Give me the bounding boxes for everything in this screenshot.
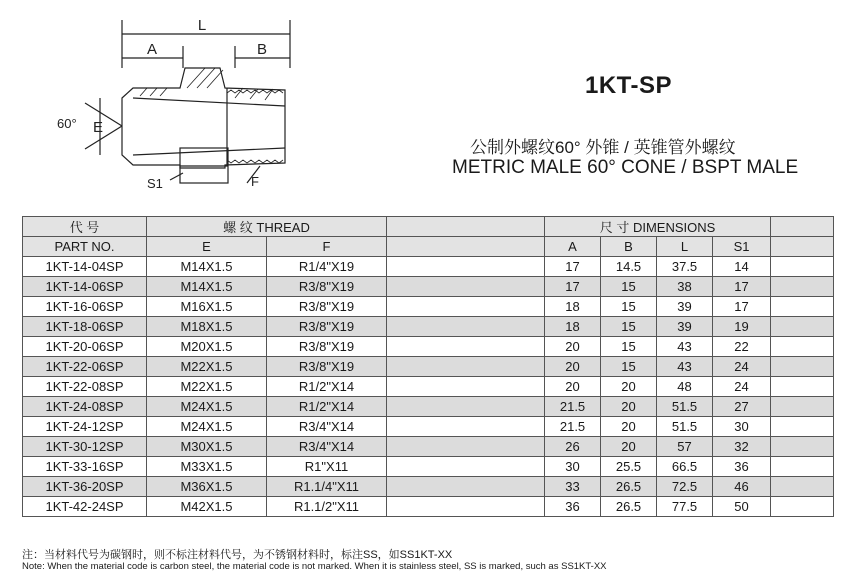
cell-f: R1"X11 bbox=[267, 457, 387, 477]
table-row bbox=[23, 397, 834, 417]
col-L-header: L bbox=[657, 237, 713, 257]
cell-l: 43 bbox=[657, 357, 713, 377]
cell-e: M22X1.5 bbox=[147, 377, 267, 397]
dim-A-label: A bbox=[146, 41, 158, 58]
product-title: 1KT-SP bbox=[585, 72, 673, 99]
blank-cell bbox=[387, 417, 545, 437]
note-chinese: 注：当材料代号为碳钢时，则不标注材料代号，为不锈钢材料时，标注SS，如SS1KT-XX bbox=[22, 549, 453, 561]
thread-header: 螺 纹 THREAD bbox=[147, 217, 387, 237]
cell-s1: 19 bbox=[713, 317, 771, 337]
cell-f: R3/8"X19 bbox=[267, 337, 387, 357]
blank-cell bbox=[387, 277, 545, 297]
cell-f: R1/2"X14 bbox=[267, 397, 387, 417]
cell-f: R3/8"X19 bbox=[267, 357, 387, 377]
cell-s1: 27 bbox=[713, 397, 771, 417]
cell-l: 39 bbox=[657, 297, 713, 317]
cell-a: 20 bbox=[545, 357, 601, 377]
cell-s1: 50 bbox=[713, 497, 771, 517]
cell-s1: 14 bbox=[713, 257, 771, 277]
col-E-header: E bbox=[147, 237, 267, 257]
cell-s1: 46 bbox=[713, 477, 771, 497]
cell-part: 1KT-30-12SP bbox=[23, 437, 147, 457]
blank-cell bbox=[771, 377, 834, 397]
cell-a: 18 bbox=[545, 317, 601, 337]
cell-l: 51.5 bbox=[657, 397, 713, 417]
blank-cell bbox=[387, 397, 545, 417]
cell-f: R3/8"X19 bbox=[267, 297, 387, 317]
dims-header: 尺 寸 DIMENSIONS bbox=[545, 217, 771, 237]
cell-e: M30X1.5 bbox=[147, 437, 267, 457]
part-header-en: PART NO. bbox=[23, 237, 147, 257]
cell-l: 48 bbox=[657, 377, 713, 397]
cell-a: 21.5 bbox=[545, 417, 601, 437]
cell-s1: 36 bbox=[713, 457, 771, 477]
blank-cell bbox=[387, 257, 545, 277]
cell-b: 15 bbox=[601, 357, 657, 377]
cell-a: 18 bbox=[545, 297, 601, 317]
cell-f: R1.1/4"X11 bbox=[267, 477, 387, 497]
dim-S1-label: S1 bbox=[147, 176, 163, 191]
cell-f: R1/4"X19 bbox=[267, 257, 387, 277]
header-row-1 bbox=[23, 217, 834, 237]
table-row bbox=[23, 317, 834, 337]
cell-f: R3/4"X14 bbox=[267, 437, 387, 457]
table-row bbox=[23, 457, 834, 477]
cell-f: R3/8"X19 bbox=[267, 277, 387, 297]
table-row bbox=[23, 337, 834, 357]
dim-F-label: F bbox=[251, 174, 259, 189]
table-row bbox=[23, 297, 834, 317]
blank-cell bbox=[387, 317, 545, 337]
cell-l: 72.5 bbox=[657, 477, 713, 497]
blank-header bbox=[387, 237, 545, 257]
cell-b: 15 bbox=[601, 337, 657, 357]
cell-b: 20 bbox=[601, 377, 657, 397]
blank-cell bbox=[771, 457, 834, 477]
cell-f: R3/8"X19 bbox=[267, 317, 387, 337]
col-B-header: B bbox=[601, 237, 657, 257]
dim-L-label: L bbox=[197, 17, 207, 34]
cell-l: 77.5 bbox=[657, 497, 713, 517]
cell-b: 20 bbox=[601, 397, 657, 417]
angle-label: 60° bbox=[57, 116, 77, 131]
cell-e: M36X1.5 bbox=[147, 477, 267, 497]
cell-e: M22X1.5 bbox=[147, 357, 267, 377]
blank-cell bbox=[771, 337, 834, 357]
cell-f: R1.1/2"X11 bbox=[267, 497, 387, 517]
fitting-drawing bbox=[55, 8, 315, 203]
table-row bbox=[23, 377, 834, 397]
cell-e: M20X1.5 bbox=[147, 337, 267, 357]
cell-part: 1KT-36-20SP bbox=[23, 477, 147, 497]
blank-cell bbox=[771, 317, 834, 337]
col-A-header: A bbox=[545, 237, 601, 257]
blank-cell bbox=[771, 477, 834, 497]
cell-l: 43 bbox=[657, 337, 713, 357]
dim-E-label: E bbox=[93, 119, 104, 136]
cell-l: 66.5 bbox=[657, 457, 713, 477]
blank-cell bbox=[387, 297, 545, 317]
cell-part: 1KT-22-06SP bbox=[23, 357, 147, 377]
cell-part: 1KT-42-24SP bbox=[23, 497, 147, 517]
cell-e: M33X1.5 bbox=[147, 457, 267, 477]
cell-part: 1KT-14-06SP bbox=[23, 277, 147, 297]
blank-cell bbox=[387, 357, 545, 377]
cell-part: 1KT-16-06SP bbox=[23, 297, 147, 317]
cell-part: 1KT-24-12SP bbox=[23, 417, 147, 437]
cell-s1: 22 bbox=[713, 337, 771, 357]
cell-f: R3/4"X14 bbox=[267, 417, 387, 437]
cell-b: 15 bbox=[601, 317, 657, 337]
cell-b: 14.5 bbox=[601, 257, 657, 277]
blank-cell bbox=[387, 337, 545, 357]
blank-cell bbox=[387, 477, 545, 497]
blank-cell bbox=[771, 397, 834, 417]
blank-cell bbox=[771, 277, 834, 297]
cell-e: M24X1.5 bbox=[147, 417, 267, 437]
blank-cell bbox=[771, 417, 834, 437]
blank-header bbox=[387, 217, 545, 237]
cell-e: M16X1.5 bbox=[147, 297, 267, 317]
cell-a: 26 bbox=[545, 437, 601, 457]
cell-e: M24X1.5 bbox=[147, 397, 267, 417]
cell-a: 20 bbox=[545, 337, 601, 357]
cell-b: 25.5 bbox=[601, 457, 657, 477]
cell-b: 15 bbox=[601, 297, 657, 317]
cell-l: 57 bbox=[657, 437, 713, 457]
cell-s1: 32 bbox=[713, 437, 771, 457]
header-row-2 bbox=[23, 237, 834, 257]
cell-e: M18X1.5 bbox=[147, 317, 267, 337]
table-row bbox=[23, 497, 834, 517]
cell-a: 36 bbox=[545, 497, 601, 517]
col-S1-header: S1 bbox=[713, 237, 771, 257]
dim-B-label: B bbox=[256, 41, 268, 58]
cell-part: 1KT-22-08SP bbox=[23, 377, 147, 397]
cell-l: 38 bbox=[657, 277, 713, 297]
table-row bbox=[23, 417, 834, 437]
blank-cell bbox=[771, 497, 834, 517]
cell-l: 37.5 bbox=[657, 257, 713, 277]
cell-e: M42X1.5 bbox=[147, 497, 267, 517]
subtitle-chinese: 公制外螺纹60° 外锥 / 英锥管外螺纹 bbox=[470, 138, 736, 157]
cell-s1: 17 bbox=[713, 297, 771, 317]
part-header-cn: 代 号 bbox=[23, 217, 147, 237]
cell-b: 20 bbox=[601, 437, 657, 457]
blank-header bbox=[771, 217, 834, 237]
table-row bbox=[23, 257, 834, 277]
table-row bbox=[23, 437, 834, 457]
table-row bbox=[23, 277, 834, 297]
cell-a: 21.5 bbox=[545, 397, 601, 417]
cell-part: 1KT-24-08SP bbox=[23, 397, 147, 417]
cell-a: 20 bbox=[545, 377, 601, 397]
cell-e: M14X1.5 bbox=[147, 277, 267, 297]
cell-e: M14X1.5 bbox=[147, 257, 267, 277]
blank-cell bbox=[387, 437, 545, 457]
spec-table bbox=[22, 216, 834, 517]
blank-cell bbox=[387, 497, 545, 517]
cell-a: 33 bbox=[545, 477, 601, 497]
blank-cell bbox=[387, 377, 545, 397]
table-row bbox=[23, 477, 834, 497]
cell-a: 17 bbox=[545, 257, 601, 277]
blank-header bbox=[771, 237, 834, 257]
cell-part: 1KT-14-04SP bbox=[23, 257, 147, 277]
cell-b: 15 bbox=[601, 277, 657, 297]
cell-f: R1/2"X14 bbox=[267, 377, 387, 397]
cell-a: 17 bbox=[545, 277, 601, 297]
blank-cell bbox=[771, 357, 834, 377]
table-row bbox=[23, 357, 834, 377]
cell-part: 1KT-20-06SP bbox=[23, 337, 147, 357]
cell-part: 1KT-33-16SP bbox=[23, 457, 147, 477]
cell-s1: 24 bbox=[713, 357, 771, 377]
cell-l: 51.5 bbox=[657, 417, 713, 437]
cell-b: 26.5 bbox=[601, 497, 657, 517]
cell-s1: 24 bbox=[713, 377, 771, 397]
cell-b: 26.5 bbox=[601, 477, 657, 497]
blank-cell bbox=[771, 437, 834, 457]
cell-s1: 17 bbox=[713, 277, 771, 297]
cell-a: 30 bbox=[545, 457, 601, 477]
blank-cell bbox=[771, 297, 834, 317]
subtitle-english: METRIC MALE 60° CONE / BSPT MALE bbox=[452, 157, 799, 178]
note-english: Note: When the material code is carbon steel, the material code is not marked. When it is stainless steel, SS is marked, such as SS1KT-XX bbox=[22, 561, 607, 572]
cell-l: 39 bbox=[657, 317, 713, 337]
blank-cell bbox=[771, 257, 834, 277]
cell-b: 20 bbox=[601, 417, 657, 437]
blank-cell bbox=[387, 457, 545, 477]
cell-s1: 30 bbox=[713, 417, 771, 437]
cell-part: 1KT-18-06SP bbox=[23, 317, 147, 337]
col-F-header: F bbox=[267, 237, 387, 257]
